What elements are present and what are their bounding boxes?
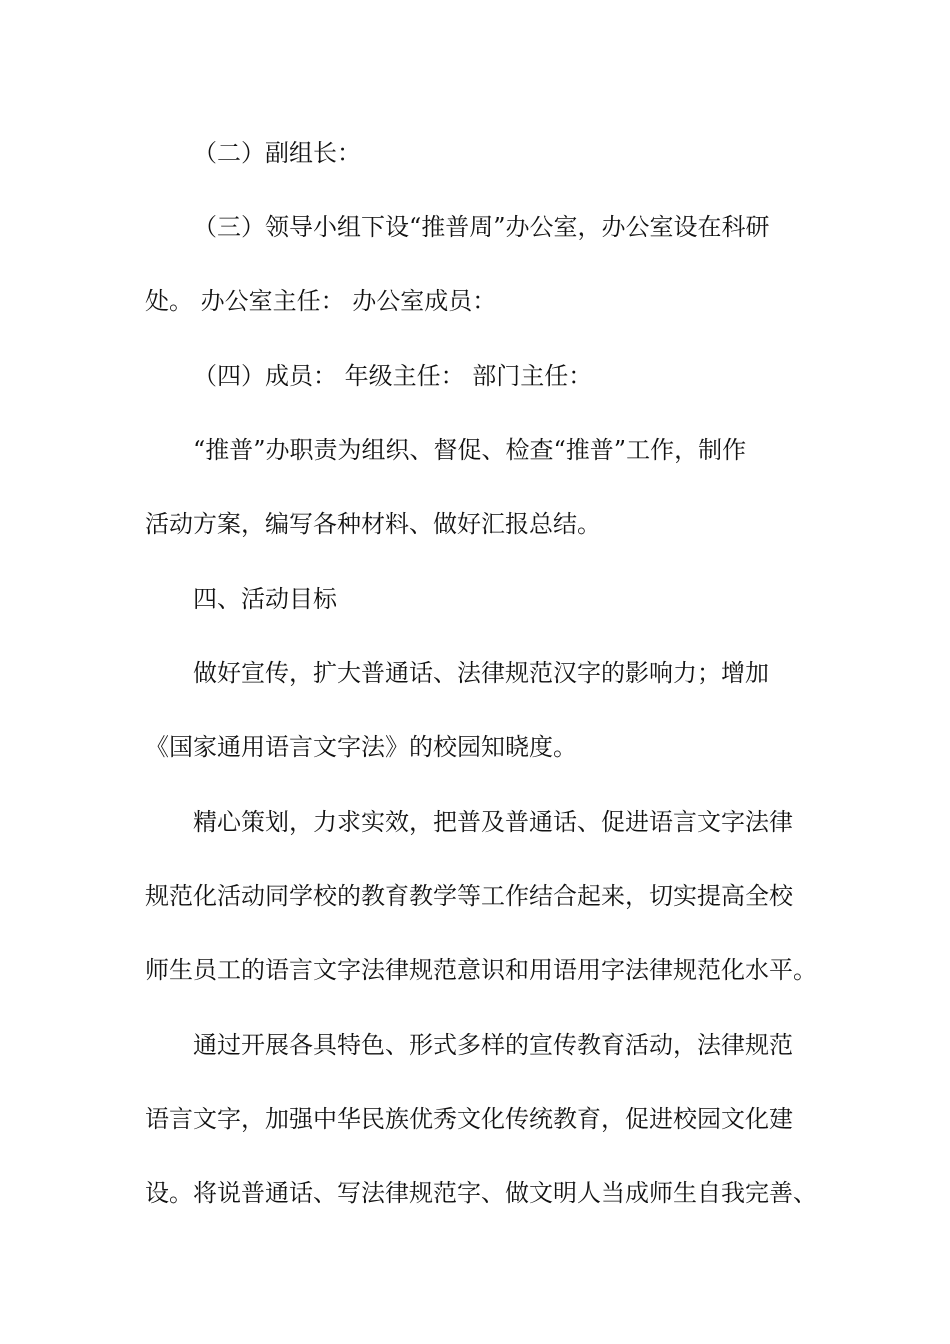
text-line: （二）副组长： xyxy=(193,139,361,167)
text-line: 做好宣传，扩大普通话、法律规范汉字的影响力；增加 xyxy=(193,659,769,687)
text-line: “推普”办职责为组织、督促、检查“推普”工作，制作 xyxy=(193,436,747,464)
text-line: （四）成员： 年级主任： 部门主任： xyxy=(193,362,593,390)
text-line: 处。 办公室主任： 办公室成员： xyxy=(145,287,497,315)
text-line: 规范化活动同学校的教育教学等工作结合起来，切实提高全校 xyxy=(145,882,793,910)
text-line: 活动方案，编写各种材料、做好汇报总结。 xyxy=(145,510,601,538)
text-line: 设。将说普通话、写法律规范字、做文明人当成师生自我完善、 xyxy=(145,1179,817,1207)
text-line: （三）领导小组下设“推普周”办公室，办公室设在科研 xyxy=(193,213,770,241)
text-line: 语言文字，加强中华民族优秀文化传统教育，促进校园文化建 xyxy=(145,1105,793,1133)
text-line: 精心策划，力求实效，把普及普通话、促进语言文字法律 xyxy=(193,808,793,836)
text-line: 《国家通用语言文字法》的校园知晓度。 xyxy=(145,733,577,761)
text-line: 通过开展各具特色、形式多样的宣传教育活动，法律规范 xyxy=(193,1031,793,1059)
text-line: 师生员工的语言文字法律规范意识和用语用字法律规范化水平。 xyxy=(145,956,817,984)
section-heading: 四、活动目标 xyxy=(193,585,337,613)
